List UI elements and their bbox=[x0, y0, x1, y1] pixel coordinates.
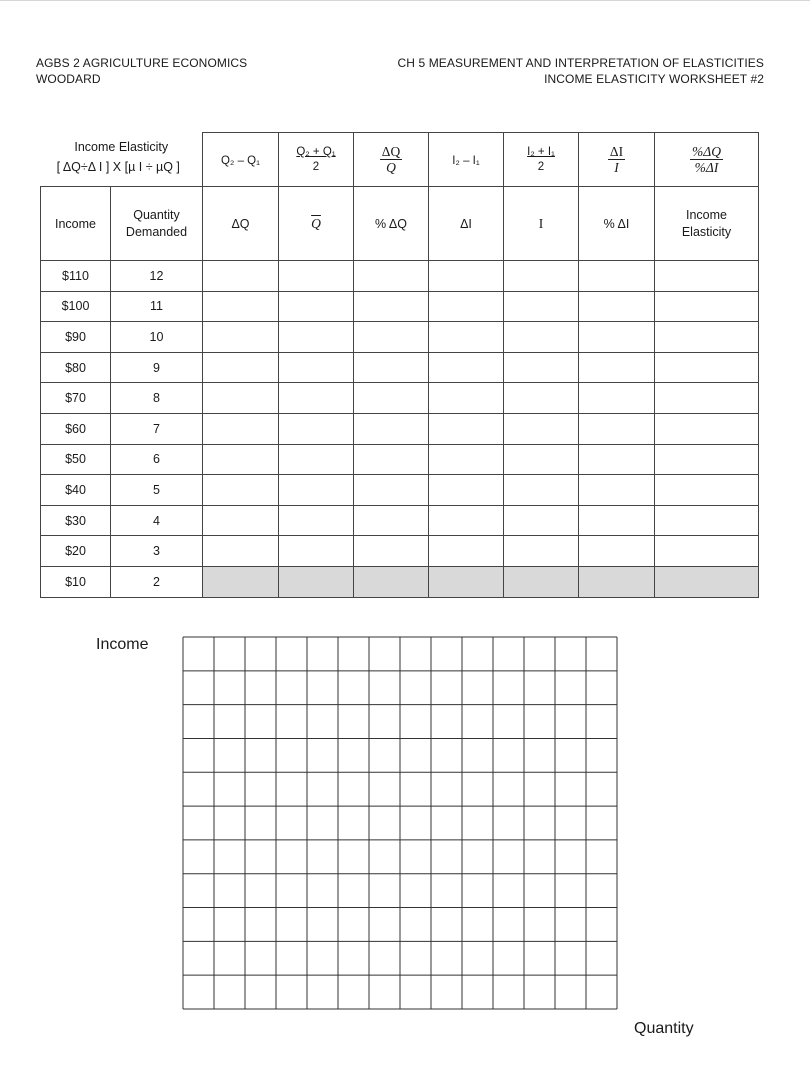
table-row bbox=[41, 444, 759, 475]
answer-cell[interactable] bbox=[279, 261, 354, 292]
answer-cell bbox=[579, 566, 655, 597]
legend-formula: [ ΔQ÷Δ I ] X [µ I ÷ µQ ] bbox=[56, 160, 180, 175]
answer-cell[interactable] bbox=[279, 383, 354, 414]
answer-cell[interactable] bbox=[203, 261, 279, 292]
quantity-cell: 12 bbox=[111, 261, 203, 292]
answer-cell[interactable] bbox=[655, 352, 759, 383]
quantity-cell: 7 bbox=[111, 413, 203, 444]
col-elasticity-header: Income Elasticity bbox=[655, 187, 759, 261]
course-title: AGBS 2 AGRICULTURE ECONOMICS bbox=[36, 56, 248, 70]
answer-cell[interactable] bbox=[279, 536, 354, 567]
answer-cell[interactable] bbox=[504, 291, 579, 322]
answer-cell[interactable] bbox=[429, 322, 504, 353]
formula-ibar: $\frac{\text{I₂ + I₁}}{2}$ bbox=[504, 133, 579, 187]
answer-cell[interactable] bbox=[579, 505, 655, 536]
answer-cell[interactable] bbox=[579, 383, 655, 414]
quantity-cell: 10 bbox=[111, 322, 203, 353]
worksheet-title: INCOME ELASTICITY WORKSHEET #2 bbox=[544, 72, 764, 86]
table-row bbox=[41, 291, 759, 322]
quantity-cell: 2 bbox=[111, 566, 203, 597]
header-left bbox=[36, 55, 247, 87]
answer-cell[interactable] bbox=[354, 505, 429, 536]
answer-cell[interactable] bbox=[579, 352, 655, 383]
income-cell: $40 bbox=[41, 475, 111, 506]
answer-cell[interactable] bbox=[429, 352, 504, 383]
answer-cell[interactable] bbox=[429, 444, 504, 475]
answer-cell[interactable] bbox=[504, 352, 579, 383]
answer-cell[interactable] bbox=[579, 322, 655, 353]
formula-pct-i: $\frac{\Delta I}{I}$ bbox=[579, 133, 655, 187]
income-cell: $110 bbox=[41, 261, 111, 292]
answer-cell[interactable] bbox=[279, 291, 354, 322]
col-income-header: Income bbox=[41, 187, 111, 261]
answer-cell[interactable] bbox=[203, 505, 279, 536]
answer-cell[interactable] bbox=[579, 475, 655, 506]
answer-cell[interactable] bbox=[579, 413, 655, 444]
answer-cell[interactable] bbox=[504, 261, 579, 292]
graph-x-axis-label: Quantity bbox=[634, 1020, 694, 1037]
answer-cell[interactable] bbox=[579, 536, 655, 567]
income-cell: $60 bbox=[41, 413, 111, 444]
answer-cell[interactable] bbox=[354, 291, 429, 322]
income-cell: $50 bbox=[41, 444, 111, 475]
answer-cell[interactable] bbox=[279, 505, 354, 536]
answer-cell[interactable] bbox=[504, 413, 579, 444]
answer-cell[interactable] bbox=[354, 261, 429, 292]
answer-cell[interactable] bbox=[203, 413, 279, 444]
answer-cell bbox=[504, 566, 579, 597]
answer-cell[interactable] bbox=[579, 291, 655, 322]
answer-cell[interactable] bbox=[655, 505, 759, 536]
col-ibar-header: I bbox=[504, 187, 579, 261]
answer-cell[interactable] bbox=[279, 444, 354, 475]
formula-elasticity: $\frac{\%\Delta Q}{\%\Delta I}$ bbox=[655, 133, 759, 187]
answer-cell[interactable] bbox=[429, 383, 504, 414]
table-row bbox=[41, 475, 759, 506]
table-row bbox=[41, 566, 759, 597]
answer-cell[interactable] bbox=[655, 444, 759, 475]
answer-cell[interactable] bbox=[504, 383, 579, 414]
answer-cell[interactable] bbox=[203, 322, 279, 353]
elasticity-worksheet-table bbox=[40, 132, 759, 598]
income-cell: $90 bbox=[41, 322, 111, 353]
answer-cell[interactable] bbox=[354, 475, 429, 506]
answer-cell bbox=[655, 566, 759, 597]
answer-cell[interactable] bbox=[655, 261, 759, 292]
income-cell: $70 bbox=[41, 383, 111, 414]
page-top-rule bbox=[0, 0, 810, 1]
answer-cell[interactable] bbox=[203, 444, 279, 475]
table-row bbox=[41, 322, 759, 353]
answer-cell[interactable] bbox=[279, 475, 354, 506]
legend-title: Income Elasticity bbox=[74, 140, 169, 155]
quantity-cell: 5 bbox=[111, 475, 203, 506]
answer-cell[interactable] bbox=[279, 352, 354, 383]
answer-cell[interactable] bbox=[655, 475, 759, 506]
answer-cell[interactable] bbox=[655, 413, 759, 444]
answer-cell[interactable] bbox=[203, 475, 279, 506]
header-right bbox=[398, 55, 764, 87]
answer-cell[interactable] bbox=[655, 291, 759, 322]
answer-cell[interactable] bbox=[504, 536, 579, 567]
column-header-row bbox=[41, 187, 759, 261]
answer-cell bbox=[279, 566, 354, 597]
answer-cell[interactable] bbox=[279, 413, 354, 444]
answer-cell[interactable] bbox=[354, 413, 429, 444]
answer-cell[interactable] bbox=[203, 383, 279, 414]
answer-cell[interactable] bbox=[429, 536, 504, 567]
answer-cell[interactable] bbox=[504, 322, 579, 353]
answer-cell[interactable] bbox=[203, 536, 279, 567]
formula-row bbox=[41, 133, 759, 187]
col-quantity-header: Quantity Demanded bbox=[111, 187, 203, 261]
answer-cell[interactable] bbox=[504, 475, 579, 506]
formula-di: I₂ – I₁ bbox=[429, 133, 504, 187]
answer-cell[interactable] bbox=[429, 261, 504, 292]
quantity-cell: 11 bbox=[111, 291, 203, 322]
quantity-cell: 9 bbox=[111, 352, 203, 383]
income-cell: $10 bbox=[41, 566, 111, 597]
answer-cell[interactable] bbox=[655, 536, 759, 567]
col-di-header: ΔI bbox=[429, 187, 504, 261]
chapter-title: CH 5 MEASUREMENT AND INTERPRETATION OF ELASTICITIES bbox=[397, 56, 764, 70]
answer-cell[interactable] bbox=[429, 413, 504, 444]
graph-y-axis-label: Income bbox=[96, 636, 149, 653]
income-cell: $30 bbox=[41, 505, 111, 536]
income-cell: $100 bbox=[41, 291, 111, 322]
table-row bbox=[41, 383, 759, 414]
formula-qbar: $\frac{\text{Q₂ + Q₁}}{2}$ bbox=[279, 133, 354, 187]
answer-cell[interactable] bbox=[655, 322, 759, 353]
answer-cell[interactable] bbox=[203, 291, 279, 322]
answer-cell[interactable] bbox=[429, 505, 504, 536]
answer-cell bbox=[354, 566, 429, 597]
answer-cell bbox=[203, 566, 279, 597]
answer-cell[interactable] bbox=[655, 383, 759, 414]
quantity-cell: 3 bbox=[111, 536, 203, 567]
answer-cell[interactable] bbox=[354, 444, 429, 475]
col-pct-i-header: % ΔI bbox=[579, 187, 655, 261]
answer-cell[interactable] bbox=[354, 383, 429, 414]
income-elasticity-legend bbox=[41, 133, 203, 187]
table-row bbox=[41, 536, 759, 567]
answer-cell[interactable] bbox=[579, 444, 655, 475]
income-cell: $80 bbox=[41, 352, 111, 383]
instructor-name: WOODARD bbox=[36, 72, 101, 86]
graph-grid bbox=[182, 636, 618, 1010]
answer-cell[interactable] bbox=[504, 444, 579, 475]
table-row bbox=[41, 352, 759, 383]
col-qbar-header: $\overline{Q}$ bbox=[279, 187, 354, 261]
formula-pct-q: $\frac{\Delta Q}{Q}$ bbox=[354, 133, 429, 187]
quantity-cell: 4 bbox=[111, 505, 203, 536]
income-cell: $20 bbox=[41, 536, 111, 567]
answer-cell[interactable] bbox=[429, 475, 504, 506]
answer-cell[interactable] bbox=[354, 322, 429, 353]
answer-cell[interactable] bbox=[579, 261, 655, 292]
answer-cell[interactable] bbox=[203, 352, 279, 383]
col-pct-q-header: % ΔQ bbox=[354, 187, 429, 261]
quantity-cell: 8 bbox=[111, 383, 203, 414]
answer-cell[interactable] bbox=[354, 352, 429, 383]
formula-dq: Q₂ – Q₁ bbox=[203, 133, 279, 187]
col-dq-header: ΔQ bbox=[203, 187, 279, 261]
answer-cell[interactable] bbox=[354, 536, 429, 567]
table-row bbox=[41, 261, 759, 292]
answer-cell[interactable] bbox=[429, 291, 504, 322]
quantity-cell: 6 bbox=[111, 444, 203, 475]
table-row bbox=[41, 413, 759, 444]
table-row bbox=[41, 505, 759, 536]
answer-cell[interactable] bbox=[504, 505, 579, 536]
answer-cell bbox=[429, 566, 504, 597]
answer-cell[interactable] bbox=[279, 322, 354, 353]
